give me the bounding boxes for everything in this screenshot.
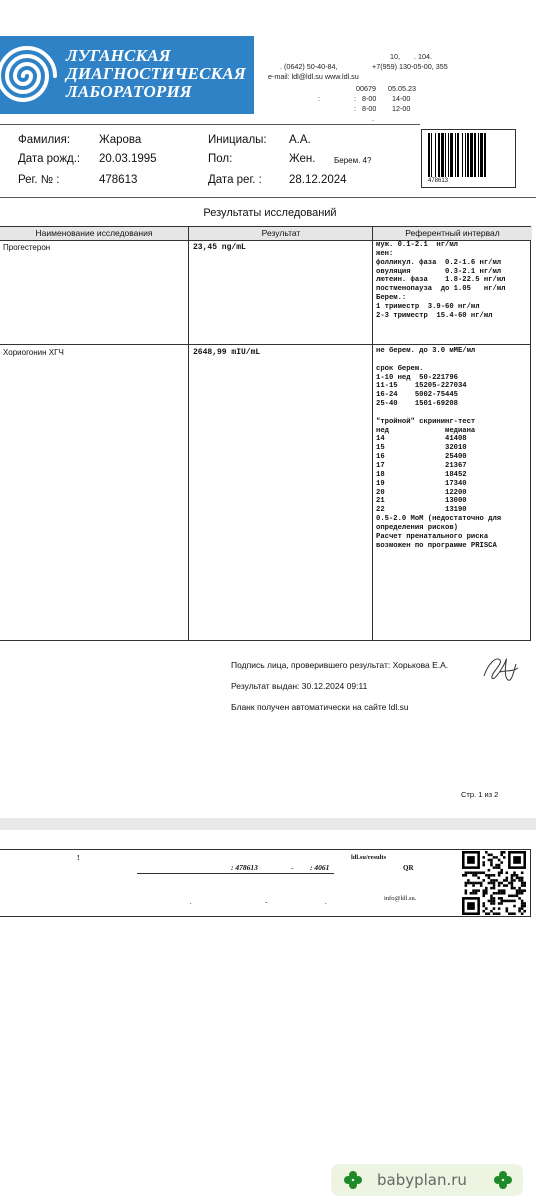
results-table (0, 226, 531, 641)
access-box (0, 849, 531, 917)
issued-date: Результат выдан: 30.12.2024 09:11 (231, 681, 368, 691)
barcode-icon (428, 133, 511, 177)
warning-mark: ! (77, 853, 80, 862)
dob-value: 20.03.1995 (99, 153, 157, 165)
test-name: Прогестерон (3, 243, 51, 252)
barcode-number: 478613 (428, 178, 449, 184)
work-hours: 14-00 (392, 94, 411, 104)
contact-phone: +7(959) 130-05-00, 355 (372, 61, 448, 71)
qr-label: QR (403, 864, 414, 872)
access-pin: : 4061 (310, 863, 330, 872)
contact-text: . 104. (414, 52, 432, 61)
reg-value: 478613 (99, 174, 138, 186)
punctuation: . (325, 897, 327, 906)
underline (137, 873, 334, 874)
divider (0, 124, 420, 125)
signature-icon (478, 646, 522, 690)
divider (0, 197, 536, 198)
auto-note: Бланк получен автоматически на сайте ldl.su (231, 702, 409, 712)
clover-icon (493, 1170, 513, 1190)
lab-contacts (266, 52, 466, 124)
column-header-name: Наименование исследования (0, 227, 189, 240)
table-divider (372, 227, 373, 640)
initials-value: А.А. (289, 134, 311, 146)
column-header-reference: Референтный интервал (373, 227, 532, 240)
contact-text: : (318, 94, 320, 104)
lab-logo (0, 36, 254, 114)
work-hours: 8-00 (362, 103, 377, 113)
license-number: 00679 (356, 84, 376, 94)
page-number: Стр. 1 из 2 (461, 790, 499, 799)
lab-name-line-2: ДИАГНОСТИЧЕСКАЯ (66, 64, 246, 83)
lab-name-line-3: ЛАБОРАТОРИЯ (66, 82, 192, 101)
work-hours: 12-00 (392, 103, 411, 113)
test-result: 2648,99 mIU/mL (193, 348, 261, 357)
lab-name-line-1: ЛУГАНСКАЯ (66, 46, 171, 65)
surname-label: Фамилия: (18, 134, 71, 146)
access-reg-code: : 478613 (231, 863, 258, 872)
dob-label: Дата рожд.: (18, 153, 81, 165)
separator: - (291, 863, 294, 872)
results-title: Результаты исследований (203, 207, 337, 219)
punctuation: - (265, 897, 268, 906)
contact-phone: . (0642) 50-40-84, (280, 61, 338, 71)
contact-text: 10, (390, 52, 400, 61)
test-reference: не берем. до 3.0 мМЕ/мл срок берем. 1-10 нед 50-221796 11-15 15205-227034 16-24 5002-75445 25-40 1501-69208 "тройной" скрининг-тест нед медиана 14 41408 15 32010 16 25400 17 21367 18 18452 19 17340 20 12200 21 13000 22 13190 0.5-2.0 МоМ (недостаточно для определения рисков) Расчет пренатального риска возможен по программе PRISCA (376, 347, 502, 550)
surname-value: Жарова (99, 134, 142, 146)
contact-text: : (354, 94, 356, 104)
contact-text: : (354, 103, 356, 113)
pregnancy-note: Берем. 4? (334, 156, 372, 165)
reg-label: Рег. № : (18, 174, 60, 186)
test-result: 23,45 ng/mL (193, 243, 246, 252)
contact-email: e-mail: ldl@ldl.su www.ldl.su (268, 71, 359, 81)
table-divider (188, 227, 189, 640)
test-reference: муж. 0.1-2.1 нг/мл жен: фолликул. фаза 0.2-1.6 нг/мл овуляция 0.3-2.1 нг/мл лютеин. фаза 1.8-22.5 нг/мл постменопауза до 1.05 нг/мл Берем.: 1 триместр 3.9-60 нг/мл 2-3 триместр 15.4-60 нг/мл (376, 241, 506, 320)
swirl-logo-icon (0, 38, 60, 114)
results-site: ldl.su/results (351, 854, 387, 861)
contact-text: . (372, 113, 374, 123)
table-divider (0, 344, 530, 345)
page-gap (0, 818, 536, 830)
test-name: Хориогонин ХГЧ (3, 348, 64, 357)
babyplan-watermark[interactable] (331, 1164, 523, 1196)
contact-email: info@ldl.su. (384, 895, 417, 902)
work-hours: 8-00 (362, 94, 377, 104)
qr-code-icon (462, 851, 526, 915)
barcode (421, 129, 516, 188)
checked-by: Подпись лица, проверившего результат: Хорькова Е.А. (231, 660, 449, 670)
lab-name (66, 47, 246, 101)
sex-value: Жен. (289, 153, 316, 165)
initials-label: Инициалы: (208, 134, 267, 146)
sex-label: Пол: (208, 153, 233, 165)
punctuation: . (190, 897, 192, 906)
column-header-result: Результат (189, 227, 373, 240)
result-sheet-page-2 (0, 830, 536, 1200)
babyplan-link[interactable]: babyplan.ru (377, 1171, 467, 1189)
reg-date-value: 28.12.2024 (289, 174, 347, 186)
license-date: 05.05.23 (388, 84, 416, 94)
reg-date-label: Дата рег. : (208, 174, 262, 186)
clover-icon (343, 1170, 363, 1190)
